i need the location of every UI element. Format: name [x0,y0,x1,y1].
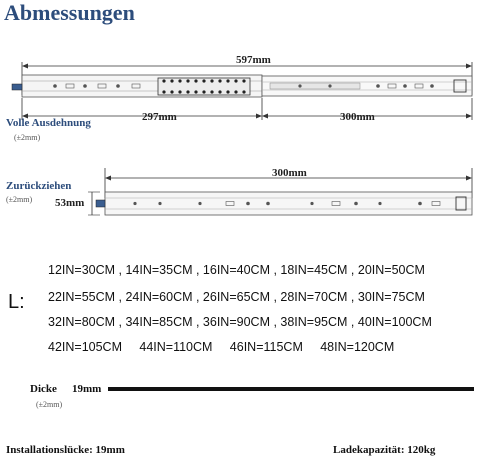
ext-left-length: 297mm [142,111,177,123]
ext-total-length: 597mm [236,54,271,66]
thickness-bar [108,387,474,391]
load-capacity: Ladekapazität: 120kg [333,444,436,456]
ext-tolerance: (±2mm) [14,133,41,142]
arrowhead-icon [262,114,268,119]
page-title: Abmessungen [4,0,135,25]
size-row: 12IN=30CM , 14IN=35CM , 16IN=40CM , 18IN=45CM , 20IN=50CM [48,263,425,277]
retracted-slide [96,192,472,215]
release-lever [96,200,105,207]
arrowhead-icon [466,176,472,181]
arrowhead-icon [466,64,472,69]
ret-height: 53mm [55,197,85,209]
ret-length: 300mm [272,167,307,179]
arrowhead-icon [105,176,111,181]
arrowhead-icon [22,64,28,69]
thickness-label: Dicke [30,383,57,395]
size-row: 22IN=55CM , 24IN=60CM , 26IN=65CM , 28IN=70CM , 30IN=75CM [48,290,425,304]
length-marker: L: [8,291,25,313]
extended-slide [12,75,472,97]
ret-tolerance: (±2mm) [6,195,33,204]
size-row: 32IN=80CM , 34IN=85CM , 36IN=90CM , 38IN=95CM , 40IN=100CM [48,315,432,329]
ext-right-length: 300mm [340,111,375,123]
release-lever [12,84,22,90]
thickness-value: 19mm [72,383,102,395]
ret-label: Zurückziehen [6,180,72,192]
arrowhead-icon [466,114,472,119]
installation-gap: Installationslücke: 19mm [6,444,125,456]
size-row: 42IN=105CM 44IN=110CM 46IN=115CM 48IN=120CM [48,340,395,354]
thickness-tolerance: (±2mm) [36,400,63,409]
ext-label: Volle Ausdehnung [6,117,91,129]
arrowhead-icon [256,114,262,119]
